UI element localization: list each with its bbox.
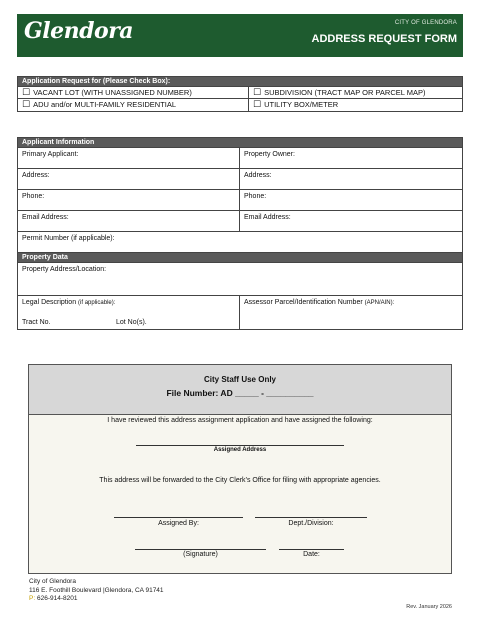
phone-prefix: P: [29, 595, 36, 602]
applicant-section [17, 137, 463, 330]
primary-applicant-field[interactable]: Primary Applicant: [18, 148, 240, 169]
assigned-address-label: Assigned Address [213, 447, 267, 453]
application-request-section [17, 76, 463, 112]
applicant-phone-field[interactable]: Phone: [18, 190, 240, 211]
section-heading: Applicant Information [18, 138, 462, 148]
forward-statement: This address will be forwarded to the City Clerk’s Office for filing with appropriate agencies. [99, 477, 381, 484]
form-title: ADDRESS REQUEST FORM [311, 33, 457, 45]
apn-field[interactable] [240, 296, 462, 329]
option-label: UTILITY BOX/METER [264, 100, 339, 109]
apn-note: (APN/AIN): [364, 300, 395, 306]
assigned-address-line[interactable] [136, 445, 344, 446]
option-subdivision[interactable] [249, 87, 462, 99]
section-heading: Property Data [18, 253, 462, 263]
assigned-by-label: Assigned By: [158, 520, 199, 527]
footer-phone-row [29, 595, 164, 604]
assigned-by-line[interactable] [114, 517, 243, 518]
section-heading: Application Request for (Please Check Box): [18, 77, 462, 87]
footer-city: City of Glendora [29, 578, 76, 585]
checkbox-icon[interactable]: ☐ [22, 87, 31, 98]
dept-division-label: Dept./Division: [288, 520, 334, 527]
footer-phone: 626-914-8201 [36, 595, 78, 602]
apn-label: Assessor Parcel/Identification Number [244, 299, 363, 306]
dept-division-line[interactable] [255, 517, 367, 518]
option-label: VACANT LOT (WITH UNASSIGNED NUMBER) [33, 87, 192, 97]
tract-number-label: Tract No. [22, 319, 51, 326]
applicant-email-field[interactable]: Email Address: [18, 211, 240, 232]
staff-body [29, 415, 451, 574]
option-label: ADU and/or MULTI-FAMILY RESIDENTIAL [33, 100, 177, 109]
checkbox-icon[interactable]: ☐ [253, 87, 262, 98]
applicant-address-field[interactable]: Address: [18, 169, 240, 190]
owner-address-field[interactable]: Address: [240, 169, 462, 190]
review-statement: I have reviewed this address assignment application and have assigned the following: [107, 417, 373, 424]
permit-number-field[interactable]: Permit Number (if applicable): [18, 232, 462, 253]
owner-phone-field[interactable]: Phone: [240, 190, 462, 211]
option-vacant-lot[interactable] [18, 87, 249, 99]
date-label: Date: [303, 551, 320, 558]
signature-label: (Signature) [183, 551, 218, 558]
option-utility-box[interactable] [249, 99, 462, 111]
signature-line[interactable] [135, 549, 266, 550]
staff-title: City Staff Use Only [203, 375, 276, 384]
option-label: SUBDIVISION (TRACT MAP OR PARCEL MAP) [264, 87, 426, 97]
file-number: File Number: AD _____ - __________ [166, 388, 314, 398]
footer-contact [29, 578, 164, 604]
property-address-field[interactable]: Property Address/Location: [18, 263, 462, 296]
legal-description-note: (if applicable): [78, 300, 116, 306]
option-adu[interactable] [18, 99, 249, 111]
revision-date: Rev. January 2026 [406, 604, 452, 610]
staff-header [29, 365, 451, 415]
checkbox-icon[interactable]: ☐ [253, 100, 262, 110]
lot-number-label: Lot No(s). [116, 319, 147, 326]
legal-description-field[interactable] [18, 296, 240, 329]
date-line[interactable] [279, 549, 344, 550]
legal-description-label: Legal Description [22, 299, 77, 306]
footer-address: 116 E. Foothill Boulevard |Glendora, CA 91741 [29, 586, 164, 594]
checkbox-icon[interactable]: ☐ [22, 100, 31, 110]
property-owner-field[interactable]: Property Owner: [240, 148, 462, 169]
staff-use-section [28, 364, 452, 574]
owner-email-field[interactable]: Email Address: [240, 211, 462, 232]
glendora-logo: Glendora [24, 18, 134, 44]
header-banner [17, 14, 463, 57]
city-label: CITY OF GLENDORA [394, 20, 457, 26]
